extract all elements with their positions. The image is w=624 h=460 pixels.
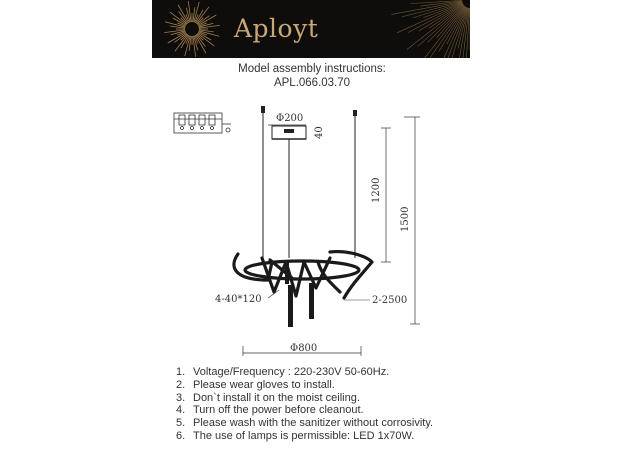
document-title: Model assembly instructions: (238, 63, 386, 75)
brand-name: Aployt (234, 14, 319, 43)
diameter-label: Φ800 (290, 343, 318, 354)
chandelier-body (234, 252, 372, 298)
ring-detail-label: 4-40*120 (215, 294, 262, 305)
ceiling-canopy (268, 125, 306, 139)
safety-notes-list (176, 366, 433, 443)
terminal-block-icon (174, 113, 231, 133)
canopy-height-label: 40 (314, 126, 325, 139)
note-item: 6. The use of lamps is permissible: LED 1x70W. (176, 429, 415, 442)
model-number: APL.066.03.70 (273, 77, 351, 89)
arm-detail-label: 2-2500 (372, 295, 408, 306)
total-height-label: 1500 (400, 206, 411, 232)
note-item: 4. Turn off the power before cleanout. (176, 404, 364, 417)
canopy-diameter-label: Φ200 (276, 113, 304, 124)
note-item: 5. Please wash with the sanitizer without corrosivity. (176, 417, 434, 430)
note-item: 2. Please wear gloves to install. (176, 378, 335, 391)
note-item: 1. Voltage/Frequency : 220-230V 50-60Hz. (176, 366, 390, 378)
note-item: 3. Don`t install it on the moist ceiling. (176, 391, 360, 404)
cable-length-label: 1200 (371, 177, 382, 203)
